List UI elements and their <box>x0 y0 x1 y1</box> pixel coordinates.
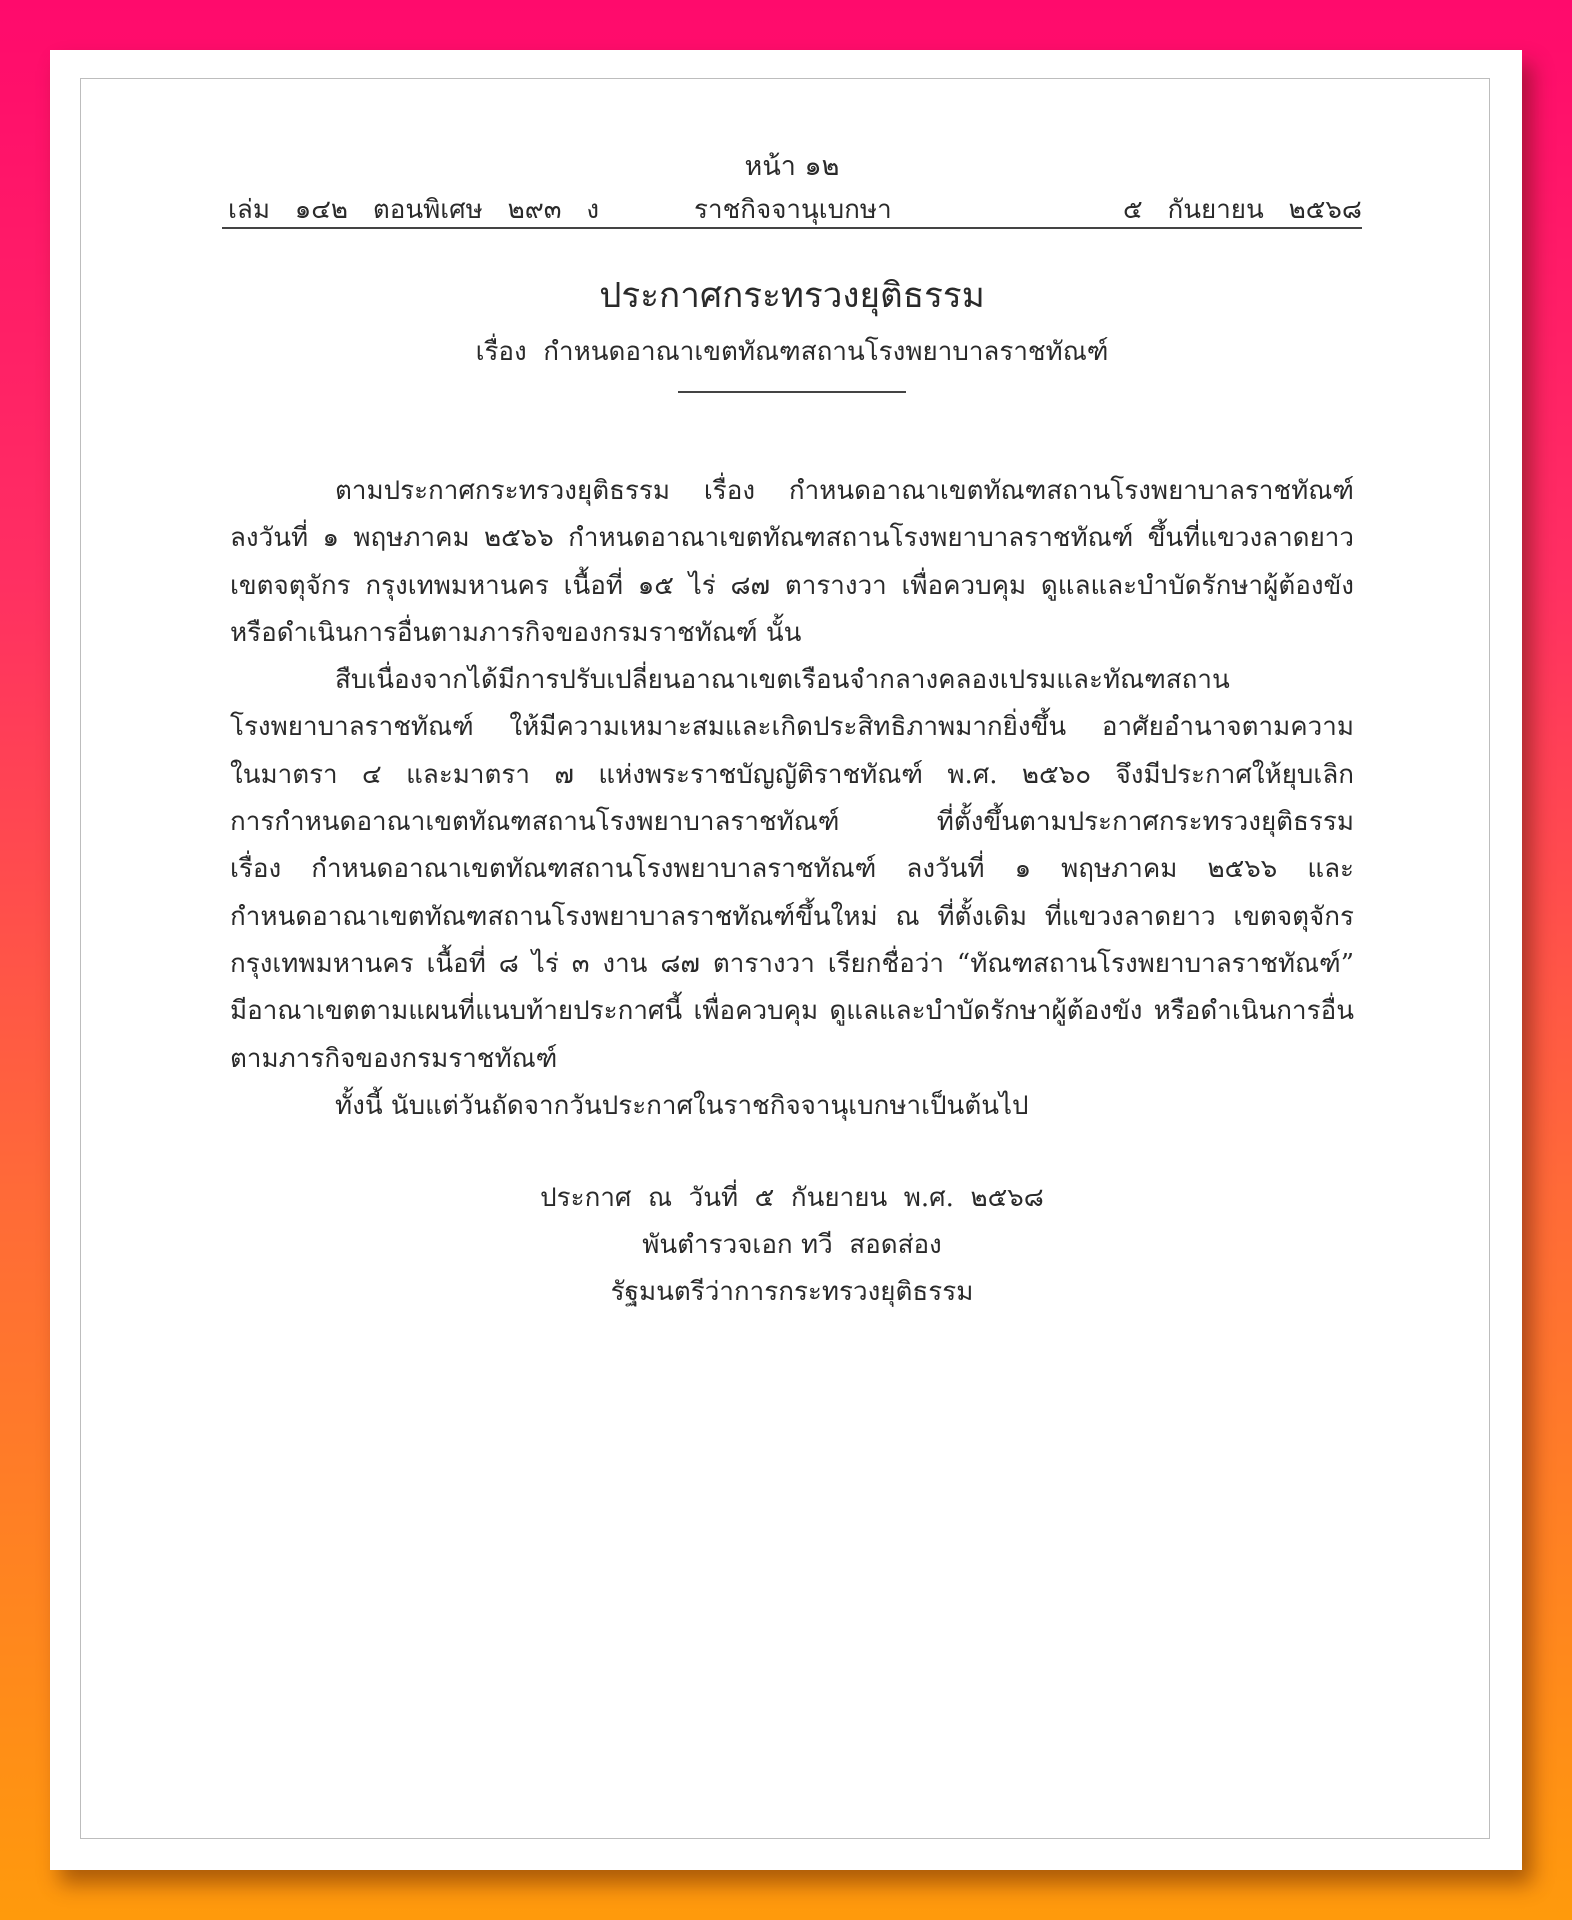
announcement-title: ประกาศกระทรวงยุติธรรม <box>599 276 985 316</box>
title-divider <box>678 391 906 393</box>
body-line: กรุงเทพมหานคร เนื้อที่ ๘ ไร่ ๓ งาน ๘๗ ตารางวา เรียกชื่อว่า “ทัณฑสถานโรงพยาบาลราชทัณฑ์” <box>230 948 1354 979</box>
body-line: ทั้งนี้ นับแต่วันถัดจากวันประกาศในราชกิจจานุเบกษาเป็นต้นไป <box>335 1090 1029 1121</box>
gazette-page <box>50 50 1522 1870</box>
gazette-header-line <box>222 189 1362 229</box>
body-line: กำหนดอาณาเขตทัณฑสถานโรงพยาบาลราชทัณฑ์ขึ้นใหม่ ณ ที่ตั้งเดิม ที่แขวงลาดยาว เขตจตุจักร <box>230 901 1354 932</box>
body-line: การกำหนดอาณาเขตทัณฑสถานโรงพยาบาลราชทัณฑ์ ที่ตั้งขึ้นตามประกาศกระทรวงยุติธรรม <box>230 807 1354 838</box>
announcement-date: ประกาศ ณ วันที่ ๕ กันยายน พ.ศ. ๒๕๖๘ <box>540 1183 1044 1213</box>
body-line: ตามภารกิจของกรมราชทัณฑ์ <box>230 1043 558 1074</box>
signatory-position: รัฐมนตรีว่าการกระทรวงยุติธรรม <box>610 1277 974 1307</box>
body-line: เขตจตุจักร กรุงเทพมหานคร เนื้อที่ ๑๕ ไร่ ๘๗ ตารางวา เพื่อควบคุม ดูแลและบำบัดรักษาผู้ต้องขัง <box>230 570 1354 601</box>
signatory-name: พันตำรวจเอก ทวี สอดส่อง <box>642 1230 942 1260</box>
body-line: ตามประกาศกระทรวงยุติธรรม เรื่อง กำหนดอาณาเขตทัณฑสถานโรงพยาบาลราชทัณฑ์ <box>335 476 1354 506</box>
body-line: เรื่อง กำหนดอาณาเขตทัณฑสถานโรงพยาบาลราชทัณฑ์ ลงวันที่ ๑ พฤษภาคม ๒๕๖๖ และ <box>230 854 1354 885</box>
paragraph-1 <box>230 468 1354 657</box>
body-line: ลงวันที่ ๑ พฤษภาคม ๒๕๖๖ กำหนดอาณาเขตทัณฑสถานโรงพยาบาลราชทัณฑ์ ขึ้นที่แขวงลาดยาว <box>230 523 1354 554</box>
paragraph-3 <box>230 1083 1354 1130</box>
gazette-name: ราชกิจจานุเบกษา <box>694 195 892 225</box>
body-line: ในมาตรา ๔ และมาตรา ๗ แห่งพระราชบัญญัติราชทัณฑ์ พ.ศ. ๒๕๖๐ จึงมีประกาศให้ยุบเลิก <box>230 759 1354 790</box>
body-line: มีอาณาเขตตามแผนที่แนบท้ายประกาศนี้ เพื่อควบคุม ดูแลและบำบัดรักษาผู้ต้องขัง หรือดำเนินการอื่น <box>230 996 1354 1027</box>
gazette-date: ๕ กันยายน ๒๕๖๘ <box>1122 195 1362 225</box>
body-line: โรงพยาบาลราชทัณฑ์ ให้มีความเหมาะสมและเกิดประสิทธิภาพมากยิ่งขึ้น อาศัยอำนาจตามความ <box>230 712 1354 743</box>
page-number: หน้า ๑๒ <box>744 151 840 182</box>
body-line: หรือดำเนินการอื่นตามภารกิจของกรมราชทัณฑ์ นั้น <box>230 617 802 648</box>
paragraph-2 <box>230 657 1354 1083</box>
body-line: สืบเนื่องจากได้มีการปรับเปลี่ยนอาณาเขตเรือนจำกลางคลองเปรมและทัณฑสถาน <box>335 665 1230 696</box>
volume-issue: เล่ม ๑๔๒ ตอนพิเศษ ๒๙๓ ง <box>228 195 600 225</box>
announcement-subject: เรื่อง กำหนดอาณาเขตทัณฑสถานโรงพยาบาลราชทัณฑ์ <box>475 337 1109 367</box>
announcement-body <box>230 468 1354 1130</box>
